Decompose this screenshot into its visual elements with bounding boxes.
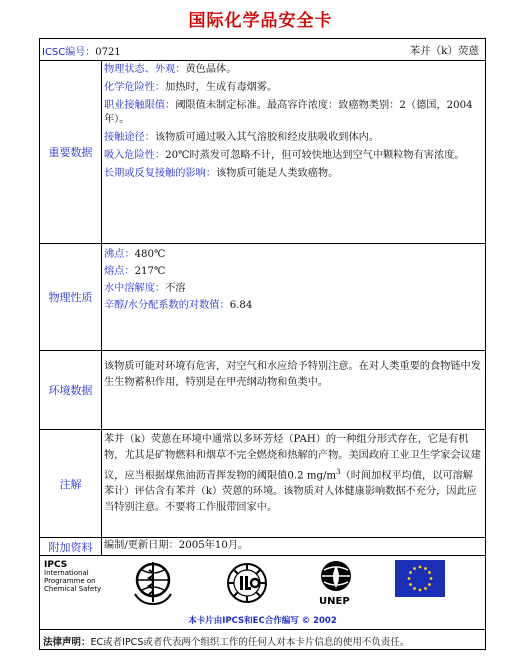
header-row — [40, 39, 485, 60]
unep-label: UNEP — [319, 596, 350, 607]
section-label: 物理性质 — [40, 244, 102, 350]
physical-properties-section — [40, 243, 485, 350]
card-title: 国际化学品安全卡 — [188, 11, 333, 31]
icsc-label: ICSC编号： — [42, 47, 96, 58]
icsc-number — [42, 43, 121, 58]
important-data-section — [40, 60, 485, 243]
additional-info-section — [40, 537, 485, 555]
notes-text: 苯并（k）荧蒽在环境中通常以多环芳烃（PAH）的一种组分形式存在，它是有机物，尤其是矿物燃料和烟草不完全燃烧和热解的产物。美国政府工业卫生学家会议建议，应当根据煤焦油沥青挥发物的阈限值0.2 $mg/m^3$（时间加权平均值，以可溶解苯计）评估含有苯并（k）荧蒽的环境。该物质对人体健康影响数据不充分，因此应当特别注意。不要将工作服带回家中。 — [104, 434, 481, 514]
section-label: 注解 — [40, 430, 102, 537]
section-label: 环境数据 — [40, 351, 102, 429]
eu-flag-icon — [395, 560, 445, 597]
section-label: 重要数据 — [40, 61, 102, 243]
who-emblem-icon — [133, 560, 173, 606]
notes-section — [40, 429, 485, 537]
melting-point-line: 熔点：217℃ — [104, 266, 166, 277]
exposure-limit-line: 职业接触限值：阈限值未制定标准。最高容许浓度：致癌物类别：2（德国，2004年）。 — [104, 100, 473, 125]
inhalation-hazard-line: 吸入危险性：20℃时蒸发可忽略不计，但可较快地达到空气中颗粒物有害浓度。 — [104, 150, 465, 161]
ilo-emblem-icon — [226, 562, 268, 604]
exposure-route-line: 接触途径：该物质可通过吸入其气溶胶和经皮肤吸收到体内。 — [104, 132, 380, 143]
icsc-value: 0721 — [95, 47, 121, 58]
important-data-content — [104, 63, 481, 181]
cooperation-caption: 本卡片由IPCS和EC合作编写 © 2002 — [188, 616, 337, 626]
unep-emblem-icon — [316, 560, 356, 594]
ipcs-logo-text: IPCS International Programme on Chemical Safety — [44, 560, 102, 593]
update-date: 编制/更新日期：2005年10月。 — [104, 540, 249, 551]
appearance-line: 物理状态、外观：黄色晶体。 — [104, 64, 237, 75]
logos-area — [40, 556, 485, 629]
environmental-data-section — [40, 350, 485, 429]
long-term-effects-line: 长期或反复接触的影响：该物质可能是人类致癌物。 — [104, 168, 339, 179]
environmental-data-text: 该物质可能对环境有危害，对空气和水应给予特别注意。在对人类重要的食物链中发生生物蓄积作用，特别是在甲壳纲动物和鱼类中。 — [104, 361, 481, 388]
section-label: 附加资料 — [40, 538, 102, 555]
legal-notice: 法律声明： EC或者IPCS或者代表两个组织工作的任何人对本卡片信息的使用不负责任。 — [43, 636, 410, 648]
water-solubility-line: 水中溶解度：不溶 — [104, 283, 186, 294]
safety-card — [39, 38, 486, 650]
boiling-point-line: 沸点：480℃ — [104, 249, 166, 260]
legal-notice-row — [40, 629, 485, 651]
chemical-name: 苯并（k）荧蒽 — [409, 45, 479, 57]
physical-properties-content — [104, 247, 481, 313]
chemical-hazard-line: 化学危险性：加热时，生成有毒烟雾。 — [104, 82, 278, 93]
log-kow-line: 辛醇/水分配系数的对数值：6.84 — [104, 300, 253, 311]
footer-logos — [40, 555, 485, 629]
